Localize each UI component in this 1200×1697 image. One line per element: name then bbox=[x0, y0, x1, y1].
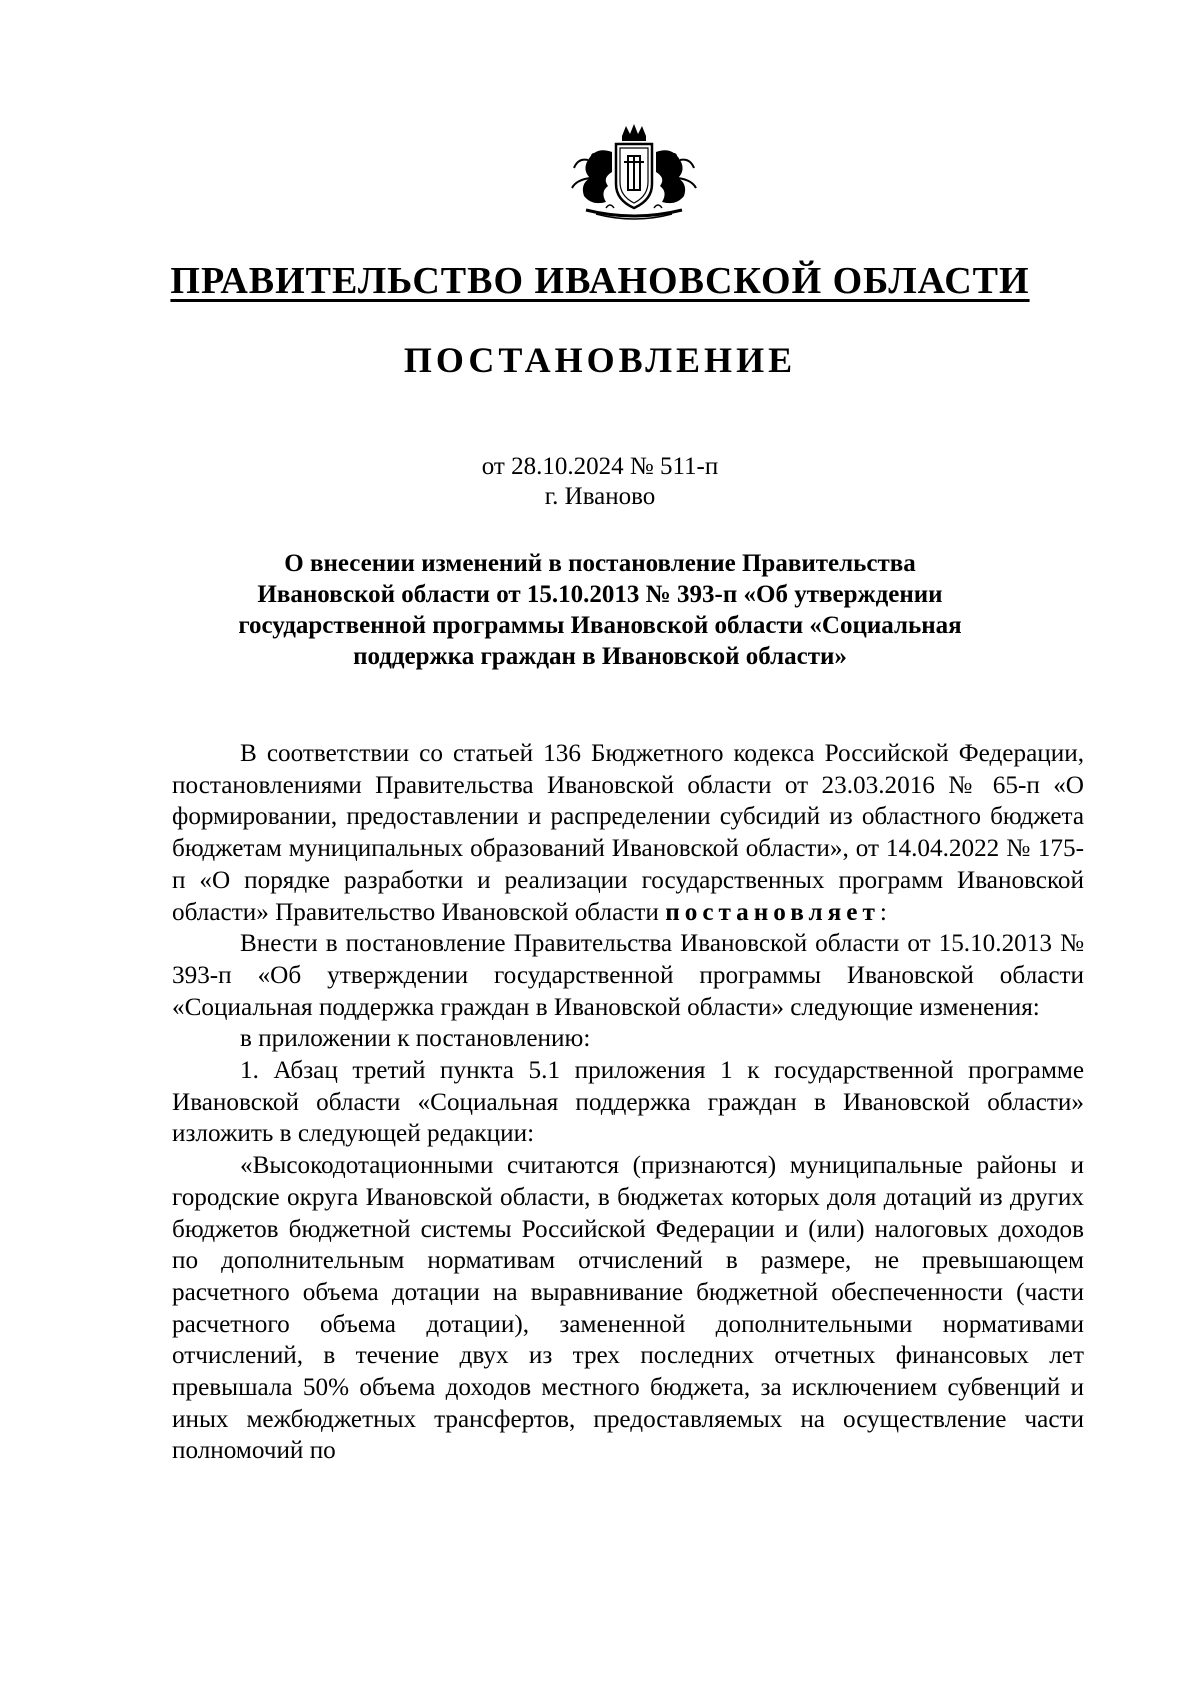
date-number: от 28.10.2024 № 511-п bbox=[481, 453, 719, 480]
document-heading bbox=[180, 548, 1020, 672]
paragraph-appendix: в приложении к постановлению: bbox=[240, 1025, 591, 1053]
coat-of-arms-icon bbox=[566, 122, 702, 226]
government-title-text: ПРАВИТЕЛЬСТВО ИВАНОВСКОЙ ОБЛАСТИ bbox=[170, 260, 1030, 302]
heading-line: О внесении изменений в постановление Правительства bbox=[284, 550, 916, 577]
paragraph-item-1: 1. Абзац третий пункта 5.1 приложения 1 к государственной программе Ивановской области «Социальная поддержка граждан в Ивановской области» изложить в следующей редакции: bbox=[172, 1057, 1084, 1148]
paragraph-quoted: «Высокодотационными считаются (признаются) муниципальные районы и городские округа Ивановской области, в бюджетах которых доля дотаций из других бюджетов бюджетной системы Российской Федерации и (или) налоговых доходов по дополнительным нормативам отчислений в размере, не превышающем расчетного объема дотации на выравнивание бюджетной обеспеченности (части расчетного объема дотации), замененной дополнительными нормативами отчислений, в течение двух из трех последних отчетных финансовых лет превышала 50% объема доходов местного бюджета, за исключением субвенций и иных межбюджетных трансфертов, предоставляемых на осуществление части полномочий по bbox=[172, 1152, 1084, 1465]
heading-line: поддержка граждан в Ивановской области» bbox=[353, 643, 847, 670]
city: г. Иваново bbox=[544, 483, 656, 510]
heading-line: Ивановской области от 15.10.2013 № 393-п «Об утверждении bbox=[257, 581, 943, 608]
preamble-end: : bbox=[879, 898, 887, 926]
paragraph-amend: Внести в постановление Правительства Ивановской области от 15.10.2013 № 393-п «Об утверждении государственной программы Ивановской области «Социальная поддержка граждан в Ивановской области» следующие изменения: bbox=[172, 930, 1084, 1021]
document-body bbox=[172, 738, 1084, 1467]
decree-word: постановляет bbox=[665, 898, 880, 926]
government-title bbox=[0, 258, 1200, 304]
preamble-text: В соответствии со статьей 136 Бюджетного кодекса Российской Федерации, постановлениями Правительства Ивановской области от 23.03.2016 № 65-п «О формировании, предоставлении и распределении субсидий из областного бюджета бюджетам муниципальных образований Ивановской области», от 14.04.2022 № 175-п «О порядке разработки и реализации государственных программ Ивановской области» Правительство Ивановской области bbox=[172, 740, 1084, 926]
heading-line: государственной программы Ивановской области «Социальная bbox=[238, 612, 962, 639]
document-type: ПОСТАНОВЛЕНИЕ bbox=[403, 340, 797, 380]
paragraph-preamble bbox=[172, 738, 1084, 928]
